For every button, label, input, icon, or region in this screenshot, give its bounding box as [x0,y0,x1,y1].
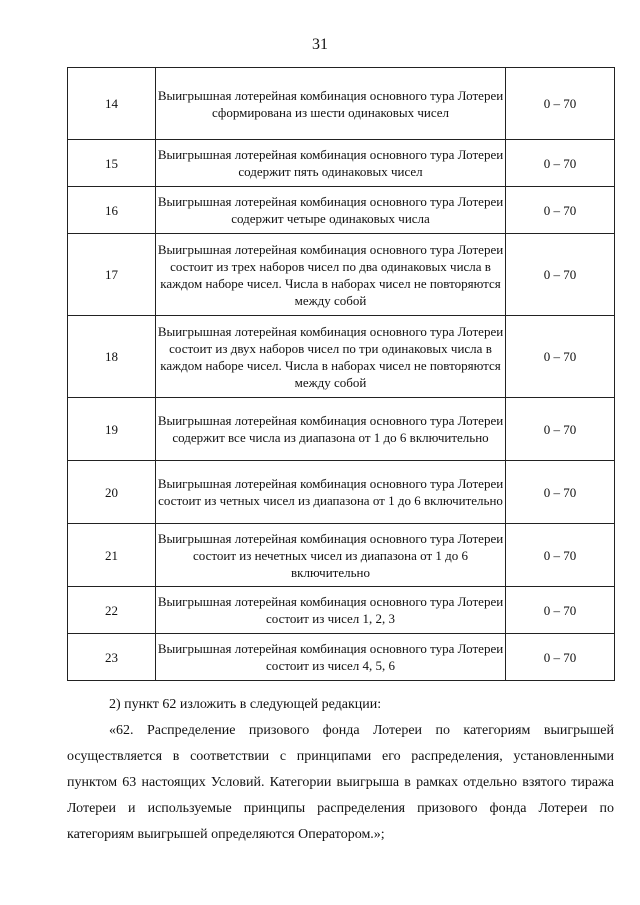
row-number: 17 [68,234,156,316]
table-row [68,634,615,681]
row-range: 0 – 70 [506,140,615,187]
prize-category-table [67,67,615,681]
row-number: 23 [68,634,156,681]
row-description: Выигрышная лотерейная комбинация основного тура Лотереи сформирована из шести одинаковых чисел [156,68,506,140]
table-row [68,68,615,140]
row-description: Выигрышная лотерейная комбинация основного тура Лотереи состоит из чисел 1, 2, 3 [156,587,506,634]
row-number: 14 [68,68,156,140]
row-range: 0 – 70 [506,461,615,524]
page-number: 31 [312,36,328,53]
row-range: 0 – 70 [506,587,615,634]
table-row [68,524,615,587]
amendment-item-2: 2) пункт 62 изложить в следующей редакции: [109,697,382,712]
table-row [68,234,615,316]
row-range: 0 – 70 [506,398,615,461]
row-number: 16 [68,187,156,234]
row-number: 18 [68,316,156,398]
row-number: 19 [68,398,156,461]
table-row [68,461,615,524]
row-number: 21 [68,524,156,587]
table-row [68,140,615,187]
row-description: Выигрышная лотерейная комбинация основного тура Лотереи содержит пять одинаковых чисел [156,140,506,187]
row-description: Выигрышная лотерейная комбинация основного тура Лотереи состоит из четных чисел из диапазона от 1 до 6 включительно [156,461,506,524]
row-range: 0 – 70 [506,234,615,316]
row-number: 15 [68,140,156,187]
row-range: 0 – 70 [506,187,615,234]
row-description: Выигрышная лотерейная комбинация основного тура Лотереи содержит все числа из диапазона от 1 до 6 включительно [156,398,506,461]
row-number: 20 [68,461,156,524]
row-range: 0 – 70 [506,524,615,587]
table-row [68,316,615,398]
row-range: 0 – 70 [506,634,615,681]
row-description: Выигрышная лотерейная комбинация основного тура Лотереи состоит из двух наборов чисел по три одинаковых числа в каждом наборе чисел. Числа в наборах чисел не повторяются между собой [156,316,506,398]
row-range: 0 – 70 [506,316,615,398]
table-row [68,187,615,234]
amendment-paragraph-62: «62. Распределение призового фонда Лотереи по категориям выигрышей осуществляется в соответствии с принципами его распределения, установленными пунктом 63 настоящих Условий. Категории выигрыша в рамках отдельно взятого тиража Лотереи и используемые принципы распределения призового фонда Лотереи по категориям выигрышей определяются Оператором.»; [67,723,614,842]
row-number: 22 [68,587,156,634]
row-description: Выигрышная лотерейная комбинация основного тура Лотереи состоит из нечетных чисел из диапазона от 1 до 6 включительно [156,524,506,587]
row-description: Выигрышная лотерейная комбинация основного тура Лотереи содержит четыре одинаковых числа [156,187,506,234]
row-range: 0 – 70 [506,68,615,140]
row-description: Выигрышная лотерейная комбинация основного тура Лотереи состоит из чисел 4, 5, 6 [156,634,506,681]
row-description: Выигрышная лотерейная комбинация основного тура Лотереи состоит из трех наборов чисел по два одинаковых числа в каждом наборе чисел. Числа в наборах чисел не повторяются между собой [156,234,506,316]
table-row [68,398,615,461]
table-row [68,587,615,634]
